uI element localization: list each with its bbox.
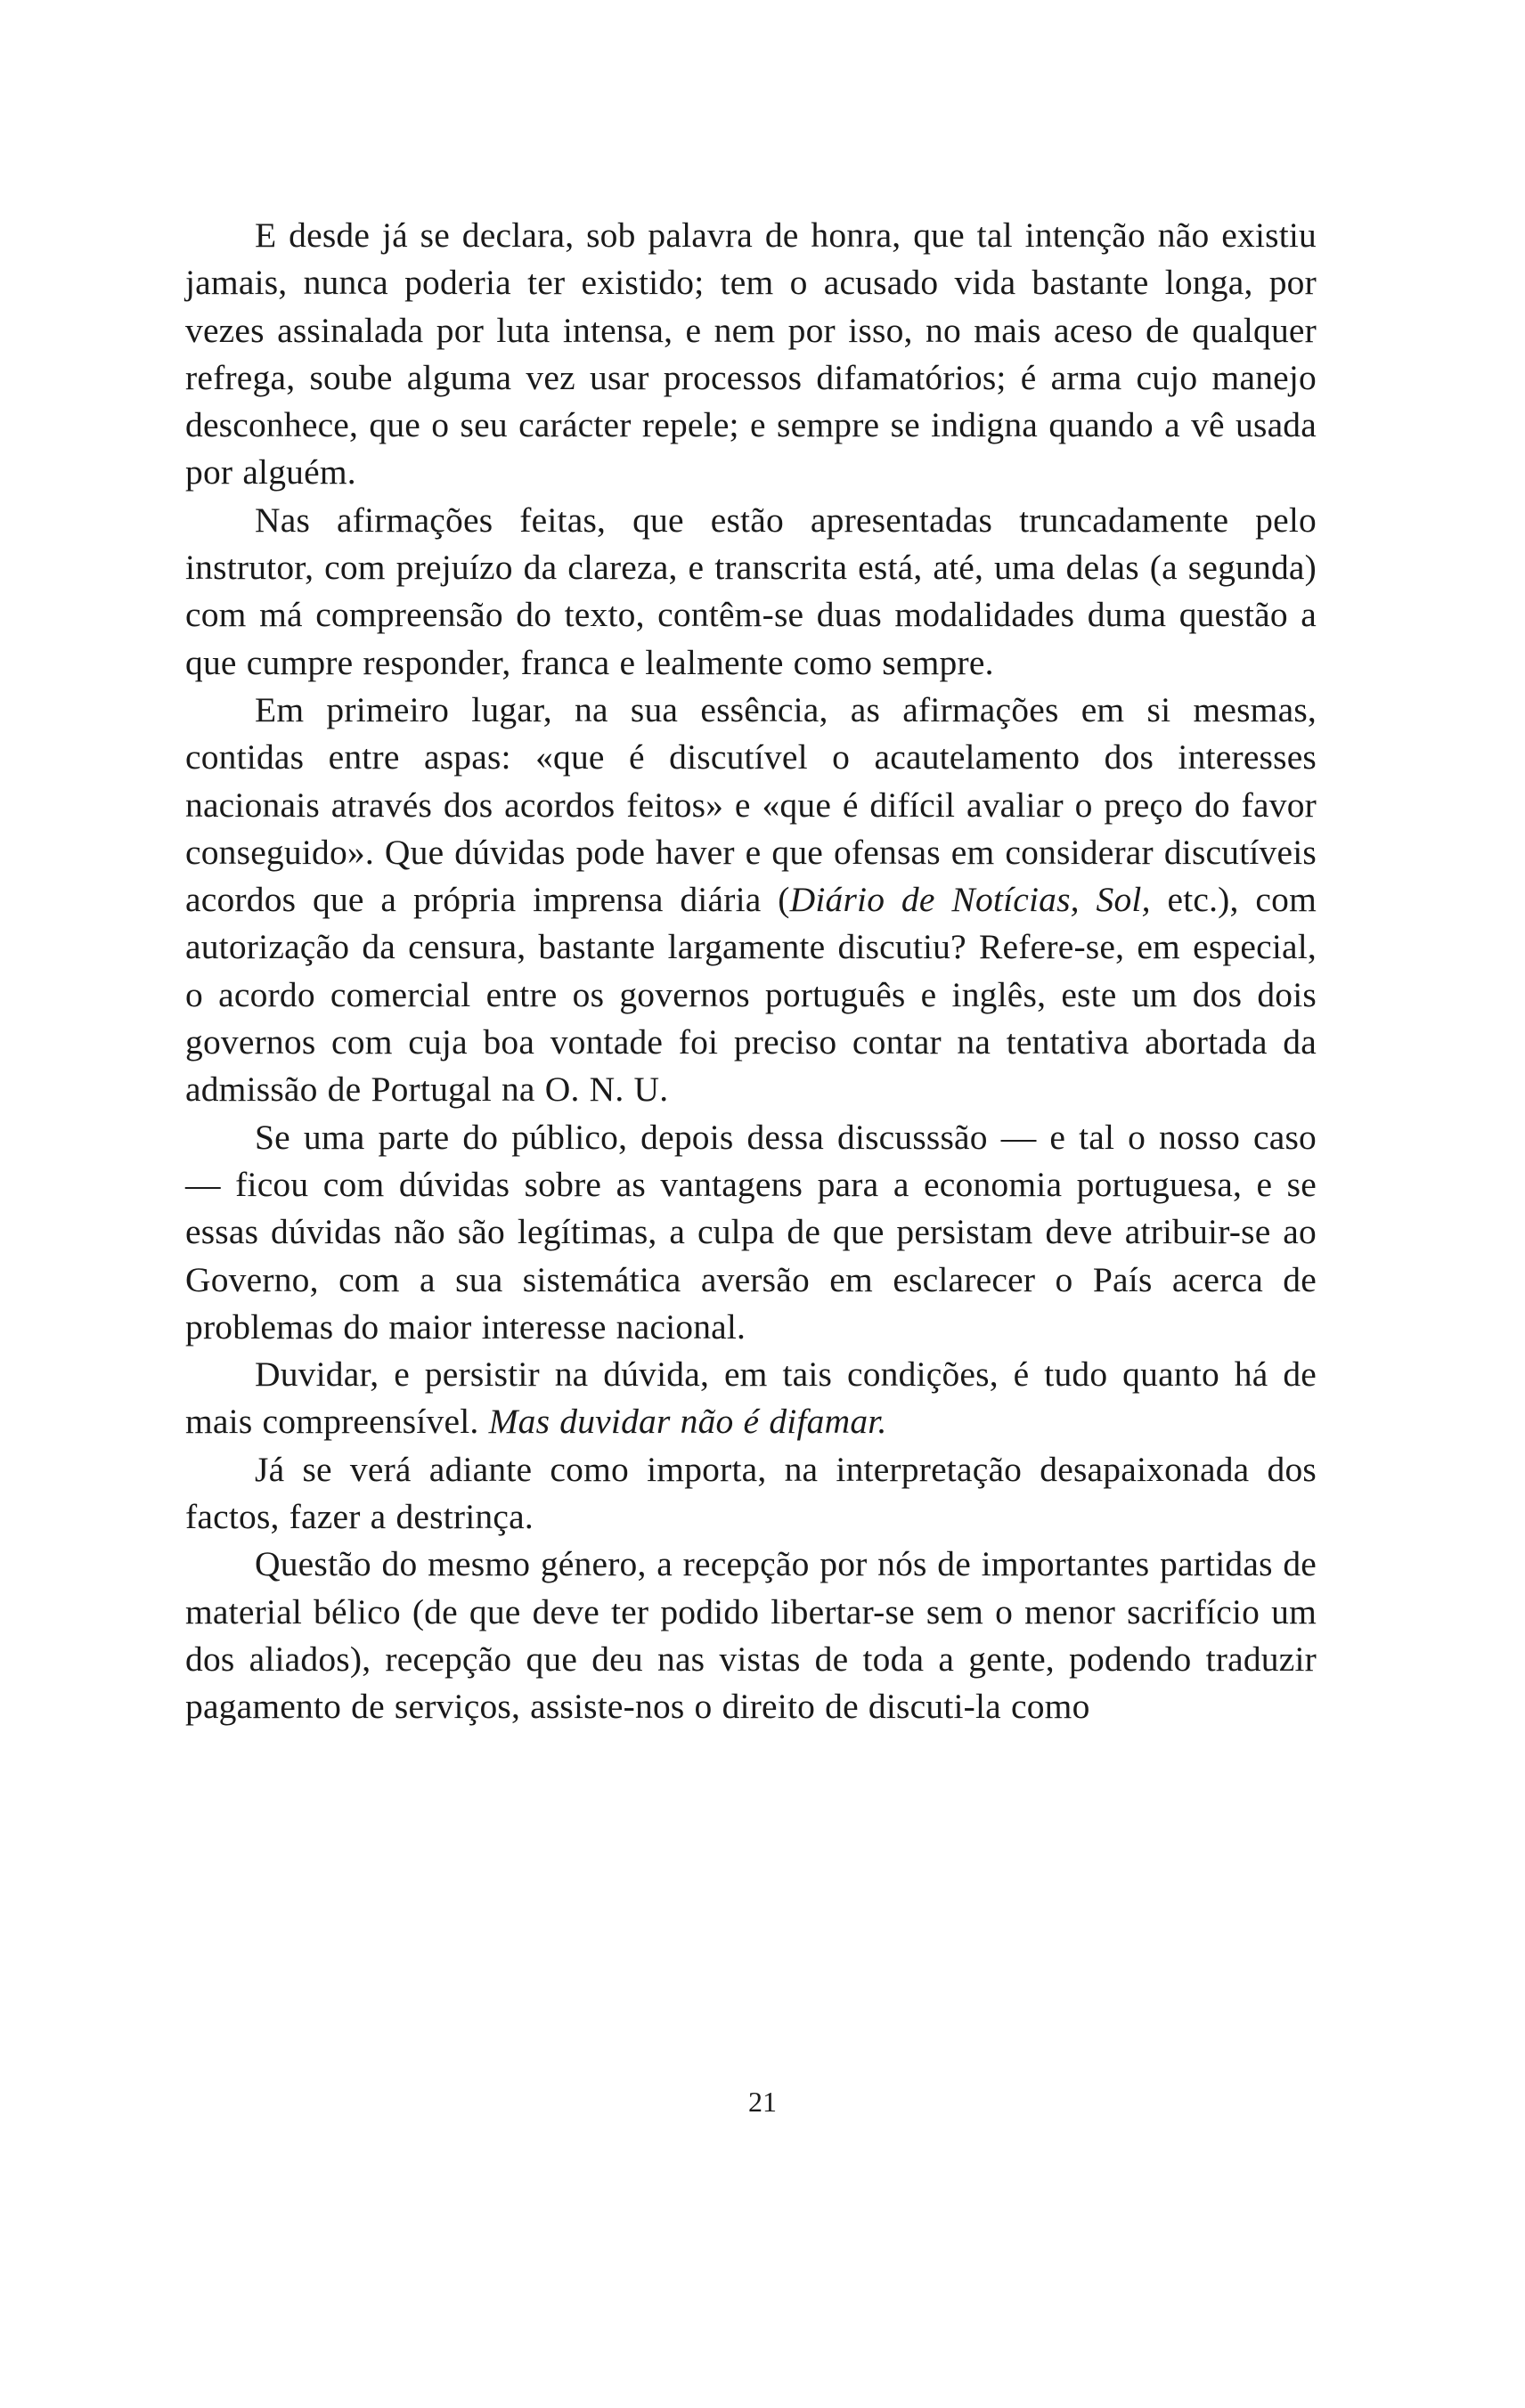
- body-text: [185, 212, 1317, 1731]
- paragraph-4: Se uma parte do público, depois dessa discusssão — e tal o nosso caso — ficou com dúvidas sobre as vantagens para a economia portuguesa, e se essas dúvidas não são legítimas, a culpa de que persistam deve atribuir-se ao Governo, com a sua sistemática aversão em esclarecer o País acerca de problemas do maior interesse nacional.: [185, 1117, 1317, 1346]
- paragraph-5-text-a: Duvidar, e persistir na dúvida, em tais condições, é tudo quanto há de mais compreensível.: [185, 1354, 1317, 1442]
- paragraph-2: Nas afirmações feitas, que estão apresentadas truncadamente pelo instrutor, com prejuízo da clareza, e transcrita está, até, uma delas (a segunda) com má compreensão do texto, contêm-se duas modalidades duma questão a que cumpre responder, franca e lealmente como sempre.: [185, 500, 1317, 682]
- paragraph-1: E desde já se declara, sob palavra de honra, que tal intenção não existiu jamais, nunca poderia ter existido; tem o acusado vida bastante longa, por vezes assinalada por luta intensa, e nem por isso, no mais aceso de qualquer refrega, soube alguma vez usar processos difamatórios; é arma cujo manejo desconhece, que o seu carácter repele; e sempre se indigna quando a vê usada por alguém.: [185, 216, 1317, 492]
- paragraph-7: Questão do mesmo género, a recepção por nós de importantes partidas de material bélico (de que deve ter podido libertar-se sem o menor sacrifício um dos aliados), recepção que deu nas vistas de toda a gente, podendo traduzir pagamento de serviços, assiste-nos o direito de discuti-la como: [185, 1544, 1317, 1727]
- paragraph-3: [185, 687, 1317, 1114]
- newspaper-names: Diário de Notícias, Sol,: [789, 880, 1151, 920]
- paragraph-5: [185, 1351, 1317, 1446]
- paragraph-3-text-b: etc.), com autorização da censura, bastante largamente discutiu? Refere-se, em especial, o acordo comercial entre os governos português e inglês, este um dos dois governos com cuja boa vontade foi preciso contar na tentativa abortada da admissão de Portugal na O. N. U.: [185, 880, 1317, 1110]
- paragraph-3-text-a: Em primeiro lugar, na sua essência, as afirmações em si mesmas, contidas entre aspas: «que é discutível o acautelamento dos interesses nacionais através dos acordos feitos» e «que é difícil avaliar o preço do favor conseguido». Que dúvidas pode haver e que ofensas em considerar discutíveis acordos que a própria imprensa diária (: [185, 689, 1317, 920]
- page-number: 21: [748, 2086, 777, 2118]
- paragraph-6: Já se verá adiante como importa, na interpretação desapaixonada dos factos, fazer a destrinça.: [185, 1449, 1317, 1537]
- emphasis-phrase: Mas duvidar não é difamar.: [488, 1402, 887, 1442]
